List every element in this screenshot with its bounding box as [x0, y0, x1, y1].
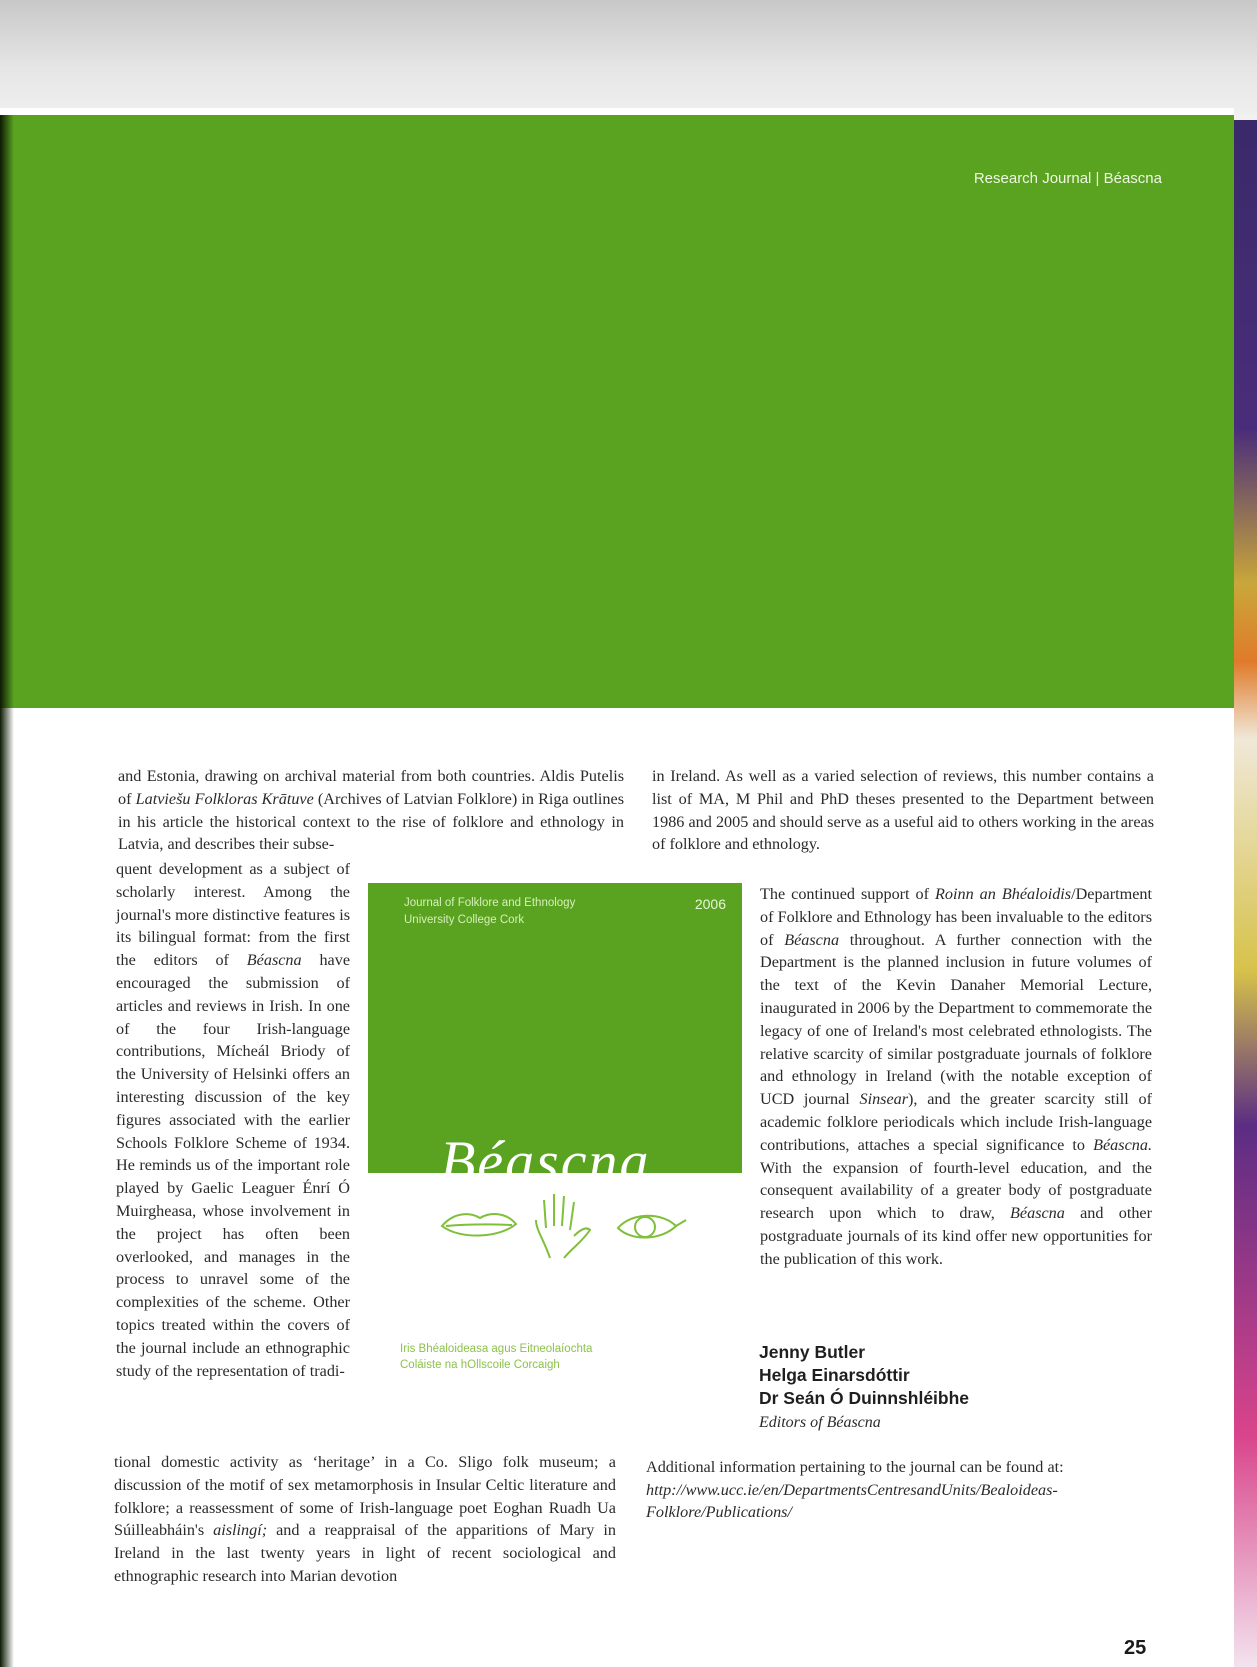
emphasis: Béascna	[784, 930, 840, 949]
emphasis: Béascna	[1010, 1204, 1065, 1223]
page-number: 25	[1124, 1637, 1147, 1659]
green-header-band	[0, 115, 1234, 708]
editor-name: Helga Einarsdóttir	[759, 1365, 910, 1385]
info-text: Additional information pertaining to the journal can be found at:	[646, 1458, 1064, 1476]
column-2-main	[760, 883, 1152, 1271]
emphasis: Latviešu Folkloras Krātuve	[135, 789, 314, 808]
editor-role: Editors of Béascna	[759, 1414, 881, 1431]
text-run: (Archives of Latvian Folklore) in Riga outlines in his article the historical context to the rise of folklore and ethnology in Latvia, and describes their subse-	[118, 789, 625, 854]
emphasis: Roinn an Bhéaloidis	[935, 885, 1072, 903]
editor-name: Jenny Butler	[759, 1342, 865, 1362]
running-header: Research Journal | Béascna	[973, 170, 1162, 187]
cover-footer-line: Iris Bhéaloideasa agus Eitneolaíochta	[400, 1343, 593, 1355]
column-1-wrapped	[116, 858, 350, 1382]
emphasis: Béascna.	[1093, 1135, 1152, 1154]
text-run: ), and the greater scarcity still of academic folklore periodicals which include Irish-language contributions, attaches a special significance to	[760, 1090, 1153, 1154]
column-1-top	[118, 765, 624, 856]
column-2-top	[652, 765, 1154, 856]
eye-icon	[618, 1216, 686, 1238]
emphasis: Sinsear	[859, 1090, 909, 1109]
text-run: /Department of Folklore and Ethnology has been invaluable to the editors of	[760, 885, 1152, 949]
page-spine-edge	[1234, 120, 1257, 1667]
text-run: quent development as a subject of scholarly interest. Among the journal's more distinctive features is its bilingual format: from the first the editors of	[116, 860, 350, 970]
info-url: http://www.ucc.ie/en/DepartmentsCentresandUnits/Bealoideas-Folklore/Publications/	[646, 1480, 1058, 1521]
cover-subtitle-line: University College Cork	[404, 914, 525, 926]
cover-footer-line: Coláiste na hOllscoile Corcaigh	[400, 1359, 560, 1371]
text-run: With the expansion of fourth-level education, and the consequent availability of a greater body of postgraduate research upon which to draw,	[760, 1158, 1152, 1223]
text-run: throughout. A further connection with the Department is the planned inclusion in future volumes of the text of the Kevin Danaher Memorial Lecture, inaugurated in 2006 by the Department to commemorate the legacy of one of Ireland's most celebrated ethnologists. The relative scarcity of similar postgraduate journals of folklore and ethnology in Ireland (with the notable exception of UCD journal	[760, 930, 1153, 1109]
column-1-bottom	[114, 1451, 616, 1588]
text-run: have encouraged the submission of articles and reviews in Irish. In one of the four Irish-language contributions, Mícheál Briody of the University of Helsinki offers an interesting discussion of the key figures associated with the earlier Schools Folklore Scheme of 1934. He reminds us of the important role played by Gaelic Leaguer Énrí Ó Muirgheasa, whose involvement in the project has often been overlooked, and manages in the process to unravel some of the complexities of the scheme. Other topics treated within the covers of the journal include an ethnographic study of the representation of tradi-	[116, 951, 350, 1380]
hand-icon	[536, 1194, 590, 1258]
cover-icons	[440, 1190, 690, 1260]
cover-title: Béascna	[440, 1129, 651, 1194]
editors-signature	[759, 1341, 969, 1434]
cover-year: 2006	[694, 896, 726, 912]
lips-icon	[442, 1214, 516, 1235]
cover-subtitle-line: Journal of Folklore and Ethnology	[404, 897, 576, 909]
emphasis: Béascna	[246, 951, 302, 970]
page-edge-shadow	[0, 115, 14, 1667]
text-run: tional domestic activity as ‘heritage’ in a Co. Sligo folk museum; a discussion of the motif of sex metamorphosis in Insular Celtic literature and folklore; a reassessment of some of Irish-language poet Eoghan Ruadh Ua Súilleabháin's	[114, 1453, 616, 1540]
text-run: The continued support of	[760, 885, 936, 903]
cover-subtitle	[404, 895, 575, 929]
text-run: and other postgraduate journals of its kind offer new opportunities for the publication of this work.	[760, 1204, 1152, 1268]
scan-background	[0, 0, 1257, 115]
additional-info	[646, 1456, 1166, 1524]
cover-footer	[400, 1341, 592, 1373]
editor-name: Dr Seán Ó Duinnshléibhe	[759, 1388, 970, 1408]
paragraph: in Ireland. As well as a varied selection of reviews, this number contains a list of MA, M Phil and PhD theses presented to the Department between 1986 and 2005 and should serve as a useful aid to others working in the areas of folklore and ethnology.	[652, 767, 1154, 854]
text-run: and a reappraisal of the apparitions of Mary in Ireland in the last twenty years in light of recent sociological and ethnographic research into Marian devotion	[114, 1521, 616, 1585]
emphasis: aislingí;	[213, 1521, 268, 1540]
text-run: and Estonia, drawing on archival material from both countries. Aldis Putelis of	[118, 767, 624, 808]
